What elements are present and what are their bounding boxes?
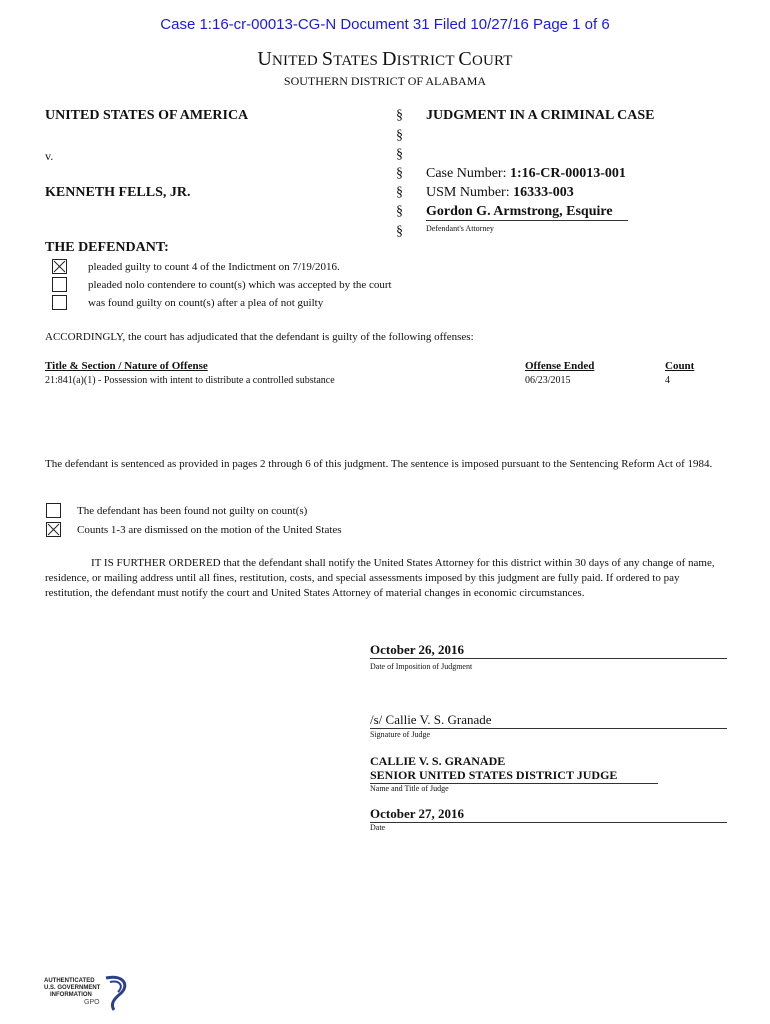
found-guilty-checkbox[interactable] <box>52 295 67 310</box>
dismissed-label: Counts 1-3 are dismissed on the motion of the United States <box>77 524 342 536</box>
plea-guilty-checkbox[interactable] <box>52 259 67 274</box>
further-ordered-paragraph: IT IS FURTHER ORDERED that the defendant shall notify the United States Attorney for this district within 30 days of any change of name, residence, or mailing address until all fines, restitution, costs, and special assessments imposed by this judgment are fully paid. If ordered to pay restitution, the defendant must notify the court and United States Attorney of material changes in economic circumstances. <box>45 557 715 599</box>
section-mark: § <box>396 185 403 200</box>
filing-stamp: Case 1:16-cr-00013-CG-N Document 31 Filed 10/27/16 Page 1 of 6 <box>160 16 610 33</box>
table-cell-offense-ended: 06/23/2015 <box>525 375 571 386</box>
not-guilty-label: The defendant has been found not guilty on count(s) <box>77 505 308 517</box>
imposition-date-label: Date of Imposition of Judgment <box>370 662 473 671</box>
found-guilty-label: was found guilty on count(s) after a plea of not guilty <box>88 297 324 309</box>
svg-text:U.S. GOVERNMENT: U.S. GOVERNMENT <box>44 985 101 991</box>
judge-title: SENIOR UNITED STATES DISTRICT JUDGE <box>370 768 658 784</box>
section-mark: § <box>396 147 403 162</box>
judgment-date: October 27, 2016 <box>370 806 727 823</box>
court-title: UNITED STATES DISTRICT COURT <box>257 48 513 70</box>
section-mark: § <box>396 224 403 239</box>
section-mark: § <box>396 166 403 181</box>
section-mark: § <box>396 204 403 219</box>
signature-label: Signature of Judge <box>370 730 430 739</box>
check-x-icon <box>47 523 60 536</box>
table-cell-offense: 21:841(a)(1) - Possession with intent to distribute a controlled substance <box>45 375 335 386</box>
section-mark: § <box>396 128 403 143</box>
table-header-offense: Title & Section / Nature of Offense <box>45 360 208 372</box>
court-district: SOUTHERN DISTRICT OF ALABAMA <box>283 74 487 88</box>
judge-signature: /s/ Callie V. S. Granade <box>370 712 727 729</box>
defendant-heading: THE DEFENDANT: <box>45 240 169 255</box>
judge-name: CALLIE V. S. GRANADE <box>370 754 506 768</box>
table-header-offense-ended: Offense Ended <box>525 360 595 372</box>
plea-nolo-label: pleaded nolo contendere to count(s) which was accepted by the court <box>88 279 392 291</box>
defendant-name: KENNETH FELLS, JR. <box>45 185 191 200</box>
table-cell-count: 4 <box>665 375 670 386</box>
svg-text:AUTHENTICATED: AUTHENTICATED <box>44 978 95 984</box>
section-mark: § <box>396 108 403 123</box>
defendant-attorney: Gordon G. Armstrong, Esquire <box>426 204 628 221</box>
case-number-line: Case Number: 1:16-CR-00013-001 <box>426 166 626 181</box>
dismissed-checkbox[interactable] <box>46 522 61 537</box>
gpo-authenticated-seal <box>44 972 134 1012</box>
usm-number: 16333-003 <box>513 185 574 200</box>
plea-guilty-label: pleaded guilty to count 4 of the Indictment on 7/19/2016. <box>88 261 340 273</box>
svg-text:INFORMATION: INFORMATION <box>50 992 92 998</box>
case-number: 1:16-CR-00013-001 <box>509 166 626 181</box>
document-title: JUDGMENT IN A CRIMINAL CASE <box>426 108 655 123</box>
not-guilty-checkbox[interactable] <box>46 503 61 518</box>
table-header-count: Count <box>665 360 695 372</box>
sentence-paragraph: The defendant is sentenced as provided in pages 2 through 6 of this judgment. The sentence is imposed pursuant to the Sentencing Reform Act of 1984. <box>45 458 713 470</box>
plea-nolo-checkbox[interactable] <box>52 277 67 292</box>
plaintiff-name: UNITED STATES OF AMERICA <box>45 108 249 123</box>
imposition-date: October 26, 2016 <box>370 642 727 659</box>
accordingly-text: ACCORDINGLY, the court has adjudicated that the defendant is guilty of the following offenses: <box>45 331 474 343</box>
versus: v. <box>45 149 54 163</box>
gpo-seal-icon <box>44 972 134 1012</box>
name-title-label: Name and Title of Judge <box>370 784 449 793</box>
usm-number-line: USM Number: 16333-003 <box>426 185 574 200</box>
check-x-icon <box>53 260 66 273</box>
attorney-label: Defendant's Attorney <box>426 224 494 233</box>
svg-text:GPO: GPO <box>84 999 100 1006</box>
date-label: Date <box>370 823 386 832</box>
